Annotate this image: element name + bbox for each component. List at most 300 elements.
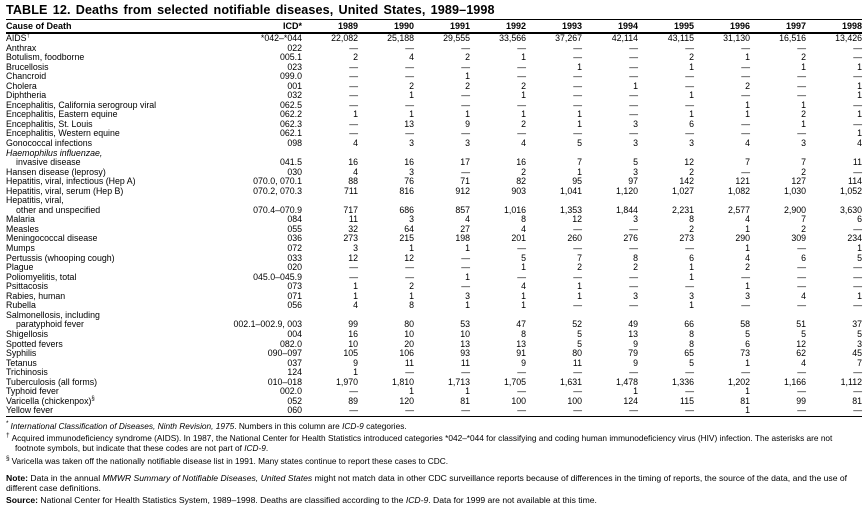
year-value-cell: 1,810 — [391, 376, 414, 387]
year-value-cell: 16 — [348, 328, 358, 339]
year-value-cell: — — [629, 367, 638, 378]
text-segment: . Data for 1999 are not available at this time. — [428, 494, 597, 505]
icd-code-cell: 090–097 — [267, 348, 302, 359]
icd-code-cell: 084 — [287, 214, 302, 225]
cause-of-death-cell: Pertussis (whooping cough) — [6, 252, 115, 263]
year-value-cell: 3 — [409, 166, 414, 177]
cause-of-death-cell: Typhoid fever — [6, 386, 59, 397]
year-value-cell: 100 — [511, 395, 526, 406]
note-source-section — [6, 473, 862, 505]
year-value-cell: 12 — [684, 157, 694, 168]
table-row — [6, 82, 862, 92]
year-value-cell: 13 — [404, 118, 414, 129]
cause-of-death-cell: Hepatitis, viral, — [6, 195, 64, 206]
year-value-cell: — — [573, 80, 582, 91]
year-value-cell: — — [405, 71, 414, 82]
year-value-cell: 121 — [735, 176, 750, 187]
year-value-cell: — — [349, 90, 358, 101]
year-value-cell: — — [741, 367, 750, 378]
year-value-cell: 11 — [460, 357, 470, 368]
year-value-cell: 9 — [465, 118, 470, 129]
year-value-cell: 7 — [577, 252, 582, 263]
year-value-cell: — — [629, 42, 638, 53]
year-value-cell: 8 — [689, 214, 694, 225]
cause-of-death-cell: Chancroid — [6, 71, 47, 82]
icd-code-cell: 032 — [287, 90, 302, 101]
year-value-cell: 106 — [399, 348, 414, 359]
year-value-cell: 25,188 — [387, 33, 414, 43]
year-value-cell: 64 — [404, 223, 414, 234]
year-value-cell: — — [797, 90, 806, 101]
cause-of-death-cell: Shigellosis — [6, 328, 49, 339]
year-value-cell: 81 — [740, 395, 750, 406]
year-value-cell: — — [629, 300, 638, 311]
table-row — [6, 187, 862, 197]
year-value-cell: 76 — [404, 176, 414, 187]
year-value-cell: 9 — [521, 357, 526, 368]
year-value-cell: — — [405, 128, 414, 139]
year-value-cell: 198 — [455, 233, 470, 244]
year-value-cell: 53 — [460, 319, 470, 330]
year-value-cell: 8 — [633, 252, 638, 263]
year-value-cell: 1 — [521, 262, 526, 273]
year-value-cell: 2 — [689, 166, 694, 177]
year-value-cell: — — [797, 42, 806, 53]
year-value-cell: — — [629, 52, 638, 63]
year-value-cell: 1 — [577, 109, 582, 120]
cause-of-death-cell: Cholera — [6, 80, 37, 91]
year-value-cell: — — [629, 71, 638, 82]
table-row — [6, 349, 862, 359]
year-value-cell: 2 — [521, 118, 526, 129]
year-value-cell: 20 — [404, 338, 414, 349]
table-row — [6, 387, 862, 397]
year-value-cell: — — [573, 243, 582, 254]
year-value-cell: 124 — [623, 395, 638, 406]
year-value-cell: — — [797, 281, 806, 292]
year-value-cell: 49 — [628, 319, 638, 330]
year-value-cell: — — [349, 271, 358, 282]
icd-code-cell: 070.4–070.9 — [253, 204, 302, 215]
cause-of-death-cell: Encephalitis, Western equine — [6, 128, 120, 139]
year-value-cell: — — [853, 42, 862, 53]
year-value-cell: 71 — [460, 176, 470, 187]
year-value-cell: 1 — [689, 109, 694, 120]
icd-code-cell: 098 — [287, 138, 302, 149]
year-value-cell: 309 — [791, 233, 806, 244]
year-value-cell: — — [741, 271, 750, 282]
year-value-cell: — — [685, 128, 694, 139]
year-value-cell: 4 — [857, 138, 862, 149]
year-value-cell: — — [349, 99, 358, 110]
year-value-cell — [526, 149, 582, 159]
year-value-cell: 81 — [852, 395, 862, 406]
year-value-cell: 7 — [857, 357, 862, 368]
year-value-cell: 1 — [465, 71, 470, 82]
table-row — [6, 263, 862, 273]
year-value-cell: 12 — [348, 252, 358, 263]
year-value-cell: — — [629, 128, 638, 139]
year-value-cell: — — [797, 243, 806, 254]
cause-of-death-cell: Tetanus — [6, 357, 37, 368]
cause-of-death-cell: Trichinosis — [6, 367, 48, 378]
year-value-cell: 1 — [409, 90, 414, 101]
column-header: ICD* — [228, 20, 302, 33]
icd-code-cell: 037 — [287, 357, 302, 368]
icd-code-cell: 062.2 — [279, 109, 302, 120]
icd-code-cell: *042–*044 — [260, 33, 302, 43]
year-value-cell: 1 — [689, 262, 694, 273]
cause-of-death-cell: Measles — [6, 223, 39, 234]
year-value-cell: 273 — [679, 233, 694, 244]
footnote-marker: * — [6, 419, 9, 427]
year-value-cell: — — [853, 367, 862, 378]
year-value-cell: — — [573, 128, 582, 139]
year-value-cell: 6 — [857, 214, 862, 225]
year-value-cell: — — [349, 42, 358, 53]
year-value-cell: 1 — [409, 243, 414, 254]
year-value-cell: 7 — [745, 157, 750, 168]
icd-code-cell: 002.0 — [279, 386, 302, 397]
year-value-cell: 12 — [796, 338, 806, 349]
year-value-cell: 5 — [577, 328, 582, 339]
year-value-cell: 1 — [857, 128, 862, 139]
year-value-cell: 1,478 — [615, 376, 638, 387]
table-row — [6, 63, 862, 73]
year-value-cell: 17 — [460, 157, 470, 168]
text-segment: . Numbers in this column are — [234, 420, 343, 431]
year-value-cell: 1 — [409, 290, 414, 301]
year-value-cell: 1 — [465, 243, 470, 254]
year-value-cell: 1 — [689, 300, 694, 311]
year-value-cell: 2 — [689, 52, 694, 63]
year-value-cell: — — [461, 128, 470, 139]
icd-code-cell: 071 — [287, 290, 302, 301]
year-value-cell: 3 — [633, 138, 638, 149]
column-header: 1994 — [582, 20, 638, 33]
year-value-cell: — — [349, 118, 358, 129]
year-value-cell: 2 — [801, 223, 806, 234]
year-value-cell: 1 — [689, 271, 694, 282]
year-value-cell: — — [405, 405, 414, 416]
table-row — [6, 72, 862, 82]
year-value-cell: 11 — [852, 157, 862, 168]
year-value-cell: — — [797, 71, 806, 82]
icd-code-cell: 099.0 — [279, 71, 302, 82]
icd-code-cell: 073 — [287, 281, 302, 292]
year-value-cell: 3 — [465, 290, 470, 301]
year-value-cell: 2 — [353, 52, 358, 63]
year-value-cell: 1 — [465, 386, 470, 397]
year-value-cell: — — [685, 281, 694, 292]
table-row — [6, 292, 862, 302]
year-value-cell: 12 — [404, 252, 414, 263]
year-value-cell: 1,016 — [503, 204, 526, 215]
year-value-cell: 3 — [353, 243, 358, 254]
year-value-cell: — — [517, 243, 526, 254]
icd-code-cell: 052 — [287, 395, 302, 406]
year-value-cell: 1,052 — [839, 185, 862, 196]
footnote-marker: § — [6, 454, 10, 462]
year-value-cell: — — [349, 386, 358, 397]
year-value-cell: — — [405, 42, 414, 53]
year-value-cell: 5 — [745, 328, 750, 339]
year-value-cell: 10 — [404, 328, 414, 339]
table-row — [6, 53, 862, 63]
year-value-cell: 2,900 — [783, 204, 806, 215]
year-value-cell: 1 — [745, 223, 750, 234]
year-value-cell: 2 — [409, 80, 414, 91]
year-value-cell: 1 — [857, 90, 862, 101]
year-value-cell: 4 — [353, 300, 358, 311]
year-value-cell: 82 — [516, 176, 526, 187]
text-segment: National Center for Health Statistics System, 1989–1998. Deaths are classified according to the — [38, 494, 406, 505]
year-value-cell: 290 — [735, 233, 750, 244]
year-value-cell: 5 — [857, 328, 862, 339]
year-value-cell: 1 — [465, 300, 470, 311]
icd-code-cell: 062.1 — [279, 128, 302, 139]
year-value-cell: 97 — [628, 176, 638, 187]
text-segment: . — [265, 442, 269, 453]
icd-code-cell: 072 — [287, 243, 302, 254]
table-row — [6, 215, 862, 225]
year-value-cell: 27 — [460, 223, 470, 234]
year-value-cell: 6 — [745, 338, 750, 349]
cause-of-death-cell: Varicella (chickenpox)§ — [6, 395, 95, 406]
text-segment: MMWR Summary of Notifiable Diseases, United States — [102, 472, 313, 483]
year-value-cell: 1 — [577, 281, 582, 292]
icd-code-cell: 030 — [287, 166, 302, 177]
year-value-cell: 3 — [633, 214, 638, 225]
cause-of-death-cell: Anthrax — [6, 42, 37, 53]
icd-code-cell: 070.2, 070.3 — [253, 185, 302, 196]
year-value-cell: 1 — [353, 281, 358, 292]
year-value-cell: — — [853, 52, 862, 63]
year-value-cell: 711 — [343, 185, 358, 196]
year-value-cell: — — [461, 90, 470, 101]
column-header: 1989 — [302, 20, 358, 33]
year-value-cell: — — [461, 405, 470, 416]
year-value-cell: 13 — [516, 338, 526, 349]
cause-of-death-cell: Encephalitis, Eastern equine — [6, 109, 118, 120]
year-value-cell: 1 — [353, 290, 358, 301]
text-segment: International Classification of Diseases, Ninth Revision, 1975 — [10, 420, 235, 431]
cause-of-death-cell: Haemophilus influenzae, — [6, 147, 103, 158]
year-value-cell: 91 — [516, 348, 526, 359]
cause-of-death-cell: Mumps — [6, 243, 35, 254]
year-value-cell: 32 — [348, 223, 358, 234]
year-value-cell: 2 — [801, 166, 806, 177]
year-value-cell: — — [853, 99, 862, 110]
year-value-cell: 3 — [689, 138, 694, 149]
cause-of-death-cell: Hepatitis, viral, infectious (Hep A) — [6, 176, 136, 187]
column-header: 1990 — [358, 20, 414, 33]
year-value-cell: 3 — [689, 290, 694, 301]
year-value-cell: — — [797, 405, 806, 416]
year-value-cell: 1 — [465, 109, 470, 120]
table-row — [6, 234, 862, 244]
year-value-cell: 1 — [745, 243, 750, 254]
table-row — [6, 282, 862, 292]
year-value-cell: — — [853, 386, 862, 397]
year-value-cell: — — [629, 271, 638, 282]
text-segment: Note: — [6, 472, 28, 483]
year-value-cell: 1,030 — [783, 185, 806, 196]
year-value-cell: 1,041 — [559, 185, 582, 196]
year-value-cell: — — [573, 99, 582, 110]
column-header: 1991 — [414, 20, 470, 33]
year-value-cell: — — [461, 262, 470, 273]
year-value-cell: 7 — [801, 214, 806, 225]
year-value-cell: — — [629, 223, 638, 234]
year-value-cell: 2 — [465, 52, 470, 63]
year-value-cell: — — [573, 271, 582, 282]
year-value-cell: 31,130 — [723, 33, 750, 43]
cause-of-death-cell: Encephalitis, California serogroup viral — [6, 99, 157, 110]
year-value-cell: — — [461, 61, 470, 72]
year-value-cell: 1,082 — [727, 185, 750, 196]
year-value-cell: 16 — [348, 157, 358, 168]
year-value-cell: — — [629, 281, 638, 292]
year-value-cell: 2 — [633, 262, 638, 273]
year-value-cell: 2,577 — [727, 204, 750, 215]
table-row — [6, 340, 862, 350]
year-value-cell: 4 — [465, 214, 470, 225]
table-row — [6, 206, 862, 216]
year-value-cell: 4 — [521, 223, 526, 234]
icd-code-cell: 023 — [287, 61, 302, 72]
year-value-cell: 2 — [801, 109, 806, 120]
year-value-cell: 47 — [516, 319, 526, 330]
year-value-cell: 1,112 — [840, 376, 862, 387]
icd-code-cell: 022 — [287, 42, 302, 53]
year-value-cell: 37,267 — [555, 33, 582, 43]
year-value-cell: 2 — [409, 281, 414, 292]
cause-of-death-cell: other and unspecified — [16, 204, 101, 215]
year-value-cell: — — [517, 42, 526, 53]
text-segment: Source: — [6, 494, 38, 505]
cause-of-death-cell: Meningococcal disease — [6, 233, 98, 244]
table-row — [6, 225, 862, 235]
year-value-cell: — — [461, 281, 470, 292]
year-value-cell: 1 — [801, 118, 806, 129]
year-value-cell: — — [853, 166, 862, 177]
year-value-cell: — — [629, 405, 638, 416]
year-value-cell: — — [349, 71, 358, 82]
year-value-cell: — — [461, 166, 470, 177]
year-value-cell: 80 — [404, 319, 414, 330]
year-value-cell: 1,713 — [447, 376, 470, 387]
column-header: 1995 — [638, 20, 694, 33]
year-value-cell: 10 — [460, 328, 470, 339]
table-row — [6, 244, 862, 254]
cause-of-death-cell: Spotted fevers — [6, 338, 63, 349]
year-value-cell: 1,970 — [335, 376, 358, 387]
note-paragraph — [6, 473, 862, 494]
year-value-cell: 13 — [460, 338, 470, 349]
year-value-cell: 1 — [633, 386, 638, 397]
year-value-cell: 903 — [511, 185, 526, 196]
year-value-cell: 5 — [633, 157, 638, 168]
year-value-cell: 5 — [521, 252, 526, 263]
year-value-cell: 1 — [745, 52, 750, 63]
cause-of-death-cell: Rubella — [6, 300, 36, 311]
year-value-cell: 89 — [348, 395, 358, 406]
year-value-cell: 1 — [521, 90, 526, 101]
icd-code-cell: 020 — [287, 262, 302, 273]
year-value-cell: — — [461, 42, 470, 53]
table-row — [6, 359, 862, 369]
year-value-cell: — — [629, 99, 638, 110]
icd-code-cell: 124 — [287, 367, 302, 378]
year-value-cell: — — [349, 61, 358, 72]
year-value-cell: — — [573, 71, 582, 82]
year-value-cell: 1 — [577, 290, 582, 301]
year-value-cell: 1 — [521, 109, 526, 120]
cause-of-death-cell: Salmonellosis, including — [6, 309, 100, 320]
year-value-cell: — — [741, 166, 750, 177]
year-value-cell: 816 — [399, 185, 414, 196]
year-value-cell: 2 — [465, 80, 470, 91]
year-value-cell: — — [685, 80, 694, 91]
year-value-cell: 9 — [353, 357, 358, 368]
year-value-cell: 686 — [399, 204, 414, 215]
year-value-cell: — — [741, 128, 750, 139]
year-value-cell: 6 — [689, 118, 694, 129]
year-value-cell: 11 — [572, 357, 582, 368]
year-value-cell: 1,202 — [727, 376, 750, 387]
year-value-cell: — — [573, 42, 582, 53]
year-value-cell: 65 — [684, 348, 694, 359]
year-value-cell: — — [685, 386, 694, 397]
year-value-cell: — — [517, 405, 526, 416]
year-value-cell: 6 — [689, 252, 694, 263]
year-value-cell: 5 — [801, 328, 806, 339]
year-value-cell: 1 — [409, 109, 414, 120]
table-row — [6, 301, 862, 311]
year-value-cell: 1,844 — [615, 204, 638, 215]
year-value-cell: 717 — [343, 204, 358, 215]
cause-of-death-cell: invasive disease — [16, 157, 81, 168]
year-value-cell: 62 — [796, 348, 806, 359]
footnote — [6, 431, 862, 453]
year-value-cell: 1 — [857, 243, 862, 254]
year-value-cell: 58 — [740, 319, 750, 330]
table-row — [6, 406, 862, 416]
year-value-cell: — — [685, 367, 694, 378]
year-value-cell: 4 — [801, 357, 806, 368]
table-row — [6, 139, 862, 149]
year-value-cell: 1 — [465, 271, 470, 282]
table-row — [6, 254, 862, 264]
year-value-cell: 1,027 — [671, 185, 694, 196]
icd-code-cell: 082.0 — [279, 338, 302, 349]
table-row — [6, 149, 862, 159]
year-value-cell: 1,353 — [559, 204, 582, 215]
year-value-cell: — — [797, 262, 806, 273]
footnotes-section — [6, 419, 862, 466]
year-value-cell: 29,555 — [443, 33, 470, 43]
year-value-cell: 1 — [745, 281, 750, 292]
icd-code-cell: 056 — [287, 300, 302, 311]
year-value-cell: — — [517, 128, 526, 139]
year-value-cell: — — [853, 281, 862, 292]
table-row — [6, 311, 862, 321]
year-value-cell: 22,082 — [331, 33, 358, 43]
year-value-cell: 11 — [348, 214, 358, 225]
year-value-cell: — — [797, 386, 806, 397]
cause-of-death-cell: Syphilis — [6, 348, 37, 359]
